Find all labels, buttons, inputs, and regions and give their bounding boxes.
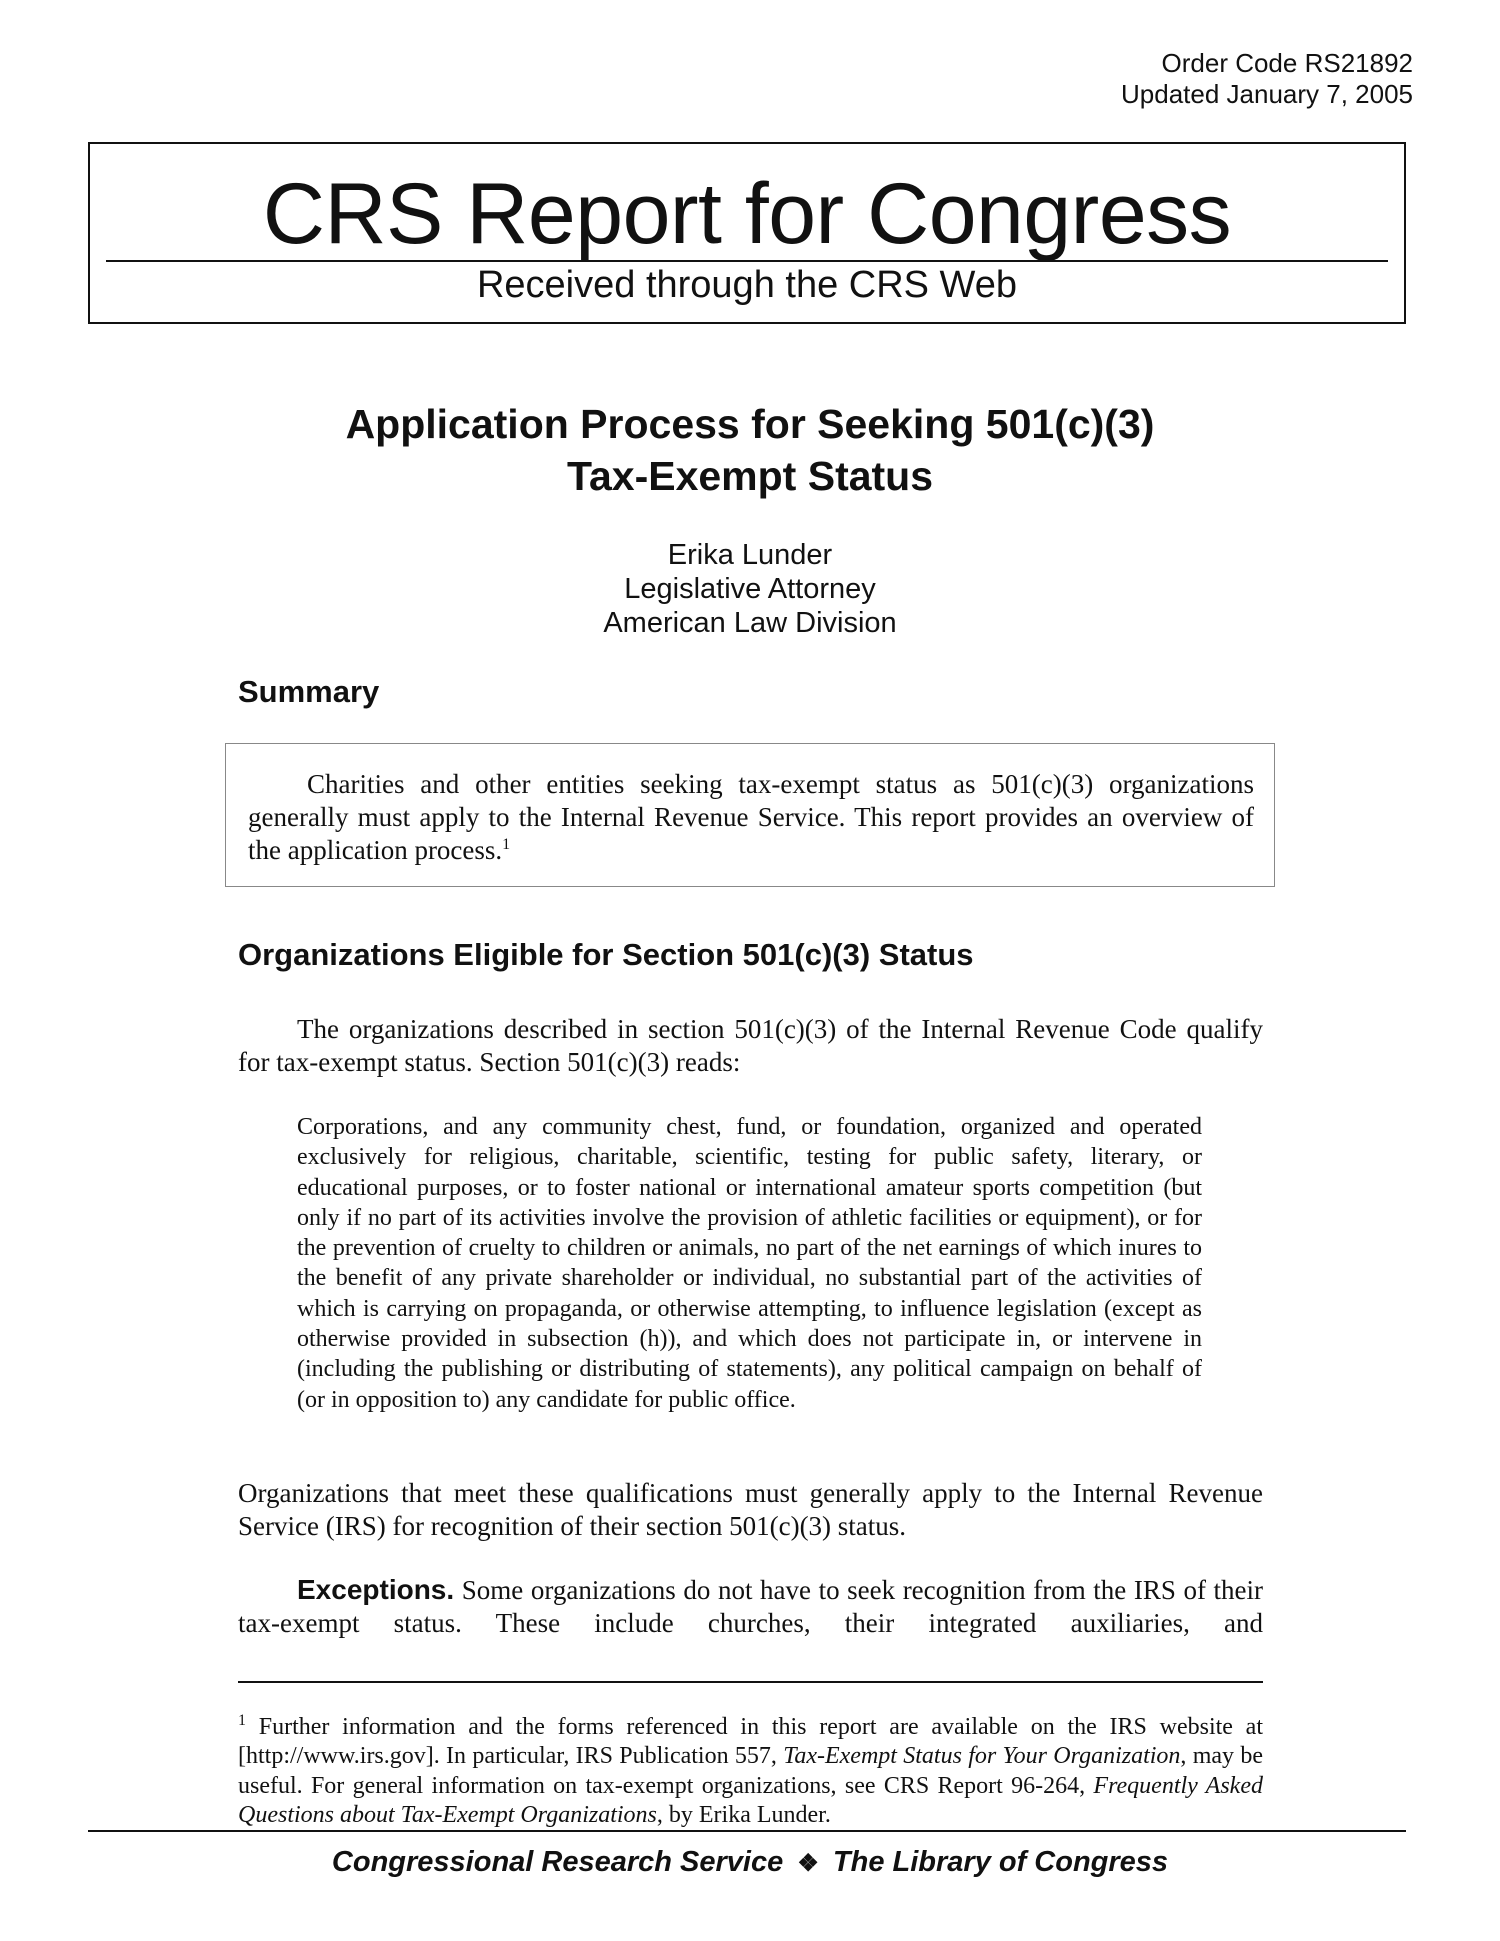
footnote-text-b: , may be useful. For general information on tax-exempt organizations, see CRS Report 96-264, [238,1743,1263,1799]
order-code-block [1121,48,1413,110]
masthead-title: CRS Report for Congress [262,166,1232,262]
author-division: American Law Division [603,607,897,639]
footnote-divider [238,1681,1263,1683]
masthead-subtitle: Received through the CRS Web [476,264,1018,306]
report-title [0,398,1500,502]
exceptions-text: Some organizations do not have to seek recognition from the IRS of their tax-exempt status. These include churches, their integrated auxiliaries, and [238,1575,1263,1638]
summary-box [225,743,1275,887]
footer-crs: Congressional Research Service [331,1846,784,1878]
footnote-number: 1 [238,1712,246,1729]
diamond-separator-icon: ❖ [797,1850,819,1877]
footer-divider [88,1830,1406,1832]
footnote-publication-title: Tax-Exempt Status for Your Organization [783,1743,1181,1770]
report-title-line-1: Application Process for Seeking 501(c)(3) [345,401,1155,447]
section-heading: Organizations Eligible for Section 501(c)(3) Status [238,937,974,972]
order-code: Order Code RS21892 [1161,48,1413,78]
intro-paragraph: The organizations described in section 501(c)(3) of the Internal Revenue Code qualify for tax-exempt status. Section 501(c)(3) reads: [238,1014,1263,1077]
updated-date: Updated January 7, 2005 [1121,79,1413,109]
exceptions-paragraph [238,1573,1263,1640]
summary-paragraph [248,768,1254,867]
footnote-report-title: Frequently Asked Questions about Tax-Exempt Organizations [238,1772,1263,1828]
author-title: Legislative Attorney [624,573,876,605]
summary-text: Charities and other entities seeking tax-exempt status as 501(c)(3) organizations generally must apply to the Internal Revenue Service. This report provides an overview of the application process. [248,769,1254,865]
masthead-box [88,142,1406,324]
report-title-line-2: Tax-Exempt Status [566,453,934,499]
summary-heading: Summary [238,674,380,709]
footnote-text-a: Further information and the forms referenced in this report are available on the IRS website at [http://www.irs.gov]. In particular, IRS Publication 557, [238,1714,1263,1770]
footer-library: The Library of Congress [832,1846,1169,1878]
footnote-text-c: , by Erika Lunder. [656,1801,831,1828]
exceptions-label: Exceptions. [297,1574,455,1605]
footnote-reference: 1 [502,836,511,853]
footer [0,1845,1500,1881]
statute-quote: Corporations, and any community chest, fund, or foundation, organized and operated exclusively for religious, charitable, scientific, testing for public safety, literary, or educational purposes, or to foster national or international amateur sports competition (but only if no part of its activities involve the provision of athletic facilities or equipment), or for the prevention of cruelty to children or animals, no part of the net earnings of which inures to the benefit of any private shareholder or individual, no substantial part of the activities of which is carrying on propaganda, or otherwise attempting, to influence legislation (except as otherwise provided in subsection (h)), and which does not participate in, or intervene in (including the publishing or distributing of statements), any political campaign on behalf of (or in opposition to) any candidate for public office. [297,1114,1202,1413]
author-name: Erika Lunder [667,539,833,571]
footnote [238,1713,1263,1830]
author-block [0,538,1500,640]
follow-paragraph: Organizations that meet these qualifications must generally apply to the Internal Revenue Service (IRS) for recognition of their section 501(c)(3) status. [238,1478,1263,1541]
